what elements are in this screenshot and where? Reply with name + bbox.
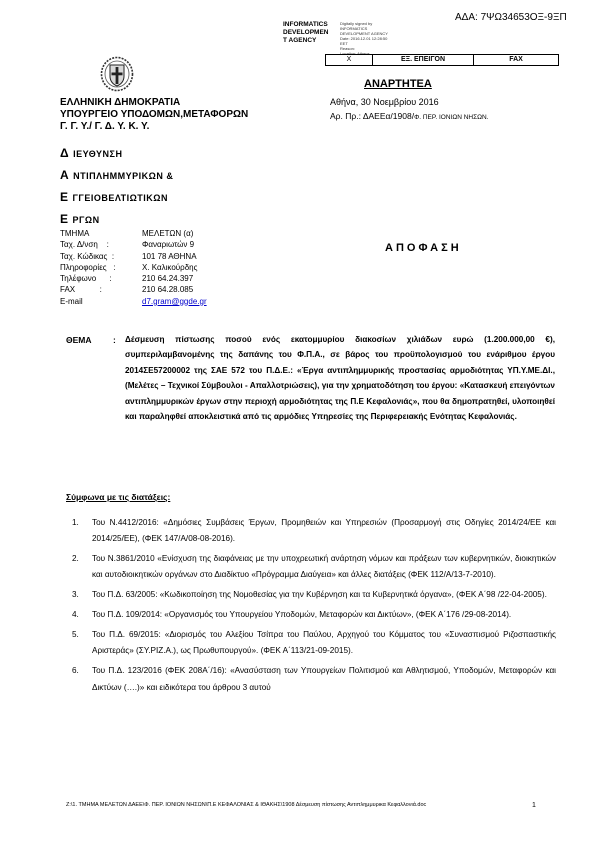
fax-label: FAX <box>509 56 523 63</box>
protocol-number <box>330 111 489 121</box>
directorate-initial: Α <box>60 168 70 182</box>
contact-label: Ταχ. Κώδικας : <box>60 251 115 261</box>
signature-agency <box>283 21 329 45</box>
contact-label: E-mail <box>60 296 83 306</box>
list-item <box>72 607 556 623</box>
subject-text: Δέσμευση πίστωσης ποσού ενός εκατομμυρίου διακοσίων χιλιάδων ευρώ (1.200.000,00 €), συμπεριλαμβανομένης της δαπάνης του Φ.Π.Α., σε βάρος του προϋπολογισμού του ενάριθμου έργου 2014ΣΕ57200002 της ΣΑΕ 572 του Π.Δ.Ε.: «Έργα αντιπλημμυρικής προστασίας αρμοδιότητας ΥΠ.Υ.ΜΕ.ΔΙ., (Μελέτες – Τεχνικοί Σύμβουλοι - Απαλλοτριώσεις), για την χρηματοδότηση του έργου: «Κατασκευή επειγόντων αντιπλημμυρικών έργων στην περιοχή αρμοδιότητας της Π.Ε Κεφαλονιάς», που θα δημοπρατηθεί, υλοποιηθεί και παραληφθεί αποκλειστικά από τις αρμόδιες Υπηρεσίες της Περιφερειακής Ενότητας Κεφαλονιάς. <box>125 335 555 422</box>
list-text: Του Ν.3861/2010 «Ενίσχυση της διαφάνειας με την υποχρεωτική ανάρτηση νόμων και πράξεων των κυβερνητικών, διοικητικών και αυτοδιοικητικών οργάνων στο Διαδίκτυο «Πρόγραμμα Διαύγεια» και άλλες διατάξεις (ΦΕΚ 112/Α/13-7-2010). <box>92 554 556 580</box>
contact-value: Χ. Καλικούρδης <box>142 262 198 272</box>
contact-label: ΤΜΗΜΑ <box>60 229 90 238</box>
footer-file-path: Z:\1. ΤΜΗΜΑ ΜΕΛΕΤΩΝ ΔΑΕΕ\Φ. ΠΕΡ. ΙΟΝΙΩΝ ΝΗΣΩΝ\Π.Ε ΚΕΦΑΛΟΝΙΑΣ & ΙΘΑΚΗΣ\1908 Δέσμευση πίστωσης Αντιπλημμυρικα Κεφαλλονιά.doc <box>66 802 427 808</box>
page-number: 1 <box>532 802 536 809</box>
list-item <box>72 551 556 584</box>
signature-detail: Location: Athens <box>340 51 370 56</box>
list-text: Του Π.Δ. 123/2016 (ΦΕΚ 208Α΄/16): «Ανασύσταση των Υπουργείων Πολιτισμού και Αθλητισμού, Υποδομών, Μεταφορών και Δικτύων (….)» και ειδικότερα του άρθρου 3 αυτού <box>92 666 556 692</box>
email-link[interactable]: d7.gram@ggde.gr <box>142 296 207 306</box>
decision-title: ΑΠΟΦΑΣΗ <box>385 242 462 254</box>
contact-row <box>60 251 207 262</box>
org-line-1: ΕΛΛΗΝΙΚΗ ΔΗΜΟΚΡΑΤΙΑ <box>60 97 181 108</box>
directorate-text: ΓΓΕΙΟΒΕΛΤΙΩΤΙΚΩΝ <box>72 193 169 203</box>
list-item <box>72 515 556 548</box>
directorate-line <box>60 190 168 204</box>
contact-value: 210 64.24.397 <box>142 274 194 284</box>
signature-detail: Reason: <box>340 46 355 51</box>
provisions-list <box>72 515 556 700</box>
signature-detail: DEVELOPMENT AGENCY <box>340 31 388 36</box>
contact-value: 210 64.28.085 <box>142 285 194 295</box>
directorate-initial: Ε <box>60 212 69 226</box>
contact-label: FAX : <box>60 285 102 295</box>
list-number: 6. <box>72 666 79 676</box>
directorate-line <box>60 146 122 160</box>
signature-line: INFORMATICS <box>283 21 328 28</box>
org-line-3: Γ. Γ. Υ./ Γ. Δ. Υ. Κ. Υ. <box>60 121 150 132</box>
subject-colon: : <box>113 335 116 345</box>
contact-value: 101 78 ΑΘΗΝΑ <box>142 251 197 261</box>
directorate-line <box>60 212 100 226</box>
list-text: Του Π.Δ. 69/2015: «Διορισμός του Αλεξίου Τσίπρα του Παύλου, Αρχηγού του Κόμματος του «Συνασπισμού Ριζοσπαστικής Αριστεράς» (ΣΥ.ΡΙΖ.Α.), ως Πρωθυπουργού». (ΦΕΚ Α΄113/21-09-2015). <box>92 630 556 656</box>
directorate-line <box>60 168 173 182</box>
subject-label: ΘΕΜΑ <box>66 335 92 345</box>
contact-row <box>60 262 207 273</box>
signature-line: DEVELOPMEN <box>283 29 329 36</box>
signature-details <box>340 21 388 56</box>
directorate-initial: Δ <box>60 146 70 160</box>
contact-row <box>60 296 207 307</box>
directorate-text: ΙΕΥΘΥΝΣΗ <box>73 149 123 159</box>
urgency-label: ΕΞ. ΕΠΕΙΓΟΝ <box>373 55 474 65</box>
signature-line: T AGENCY <box>283 37 317 44</box>
list-item <box>72 663 556 696</box>
list-number: 3. <box>72 590 79 600</box>
contact-value: Φαναριωτών 9 <box>142 240 195 250</box>
list-text: Του Ν.4412/2016: «Δημόσιες Συμβάσεις Έργων, Προμηθειών και Υπηρεσιών (Προσαρμογή στις Οδηγίες 2014/24/ΕΕ και 2014/25/ΕΕ), (ΦΕΚ 147/Α/08-08-2016). <box>92 518 556 544</box>
contact-value: ΜΕΛΕΤΩΝ (α) <box>142 229 194 238</box>
contact-row <box>60 228 207 239</box>
list-number: 2. <box>72 554 79 564</box>
greek-emblem-icon <box>100 56 134 92</box>
contact-row <box>60 284 207 295</box>
signature-detail: EET <box>340 41 348 46</box>
posted-label: ΑΝΑΡΤΗΤΕΑ <box>364 78 432 90</box>
list-item <box>72 587 556 603</box>
urgency-mark: X <box>326 55 373 65</box>
contact-row <box>60 273 207 284</box>
org-line-2: ΥΠΟΥΡΓΕΙΟ ΥΠΟΔΟΜΩΝ,ΜΕΤΑΦΟΡΩΝ <box>60 109 249 120</box>
list-text: Του Π.Δ. 109/2014: «Οργανισμός του Υπουργείου Υποδομών, Μεταφορών και Δικτύων», (ΦΕΚ Α΄176 /29-08-2014). <box>92 610 512 620</box>
urgency-table <box>325 54 559 66</box>
provisions-heading: Σύμφωνα με τις διατάξεις: <box>66 492 171 502</box>
signature-detail: Date: 2016.12.01 12:28:50 <box>340 36 388 41</box>
directorate-initial: Ε <box>60 190 69 204</box>
signature-detail: INFORMATICS <box>340 26 368 31</box>
contact-label: Πληροφορίες : <box>60 262 116 272</box>
protocol-prefix: Αρ. Πρ.: ΔΑΕΕα/1908/ <box>330 111 415 121</box>
document-date: Αθήνα, 30 Νοεμβρίου 2016 <box>330 97 439 107</box>
protocol-suffix: Φ. ΠΕΡ. ΙΟΝΙΩΝ ΝΗΣΩΝ. <box>414 114 489 121</box>
directorate-text: ΡΓΩΝ <box>72 215 100 225</box>
contact-label: Τηλέφωνο : <box>60 274 112 284</box>
list-number: 4. <box>72 610 79 620</box>
directorate-text: ΝΤΙΠΛΗΜΜΥΡΙΚΩΝ & <box>73 171 174 181</box>
list-number: 1. <box>72 518 79 527</box>
list-item <box>72 627 556 660</box>
contact-row <box>60 239 207 250</box>
list-text: Του Π.Δ. 63/2005: «Κωδικοποίηση της Νομοθεσίας για την Κυβέρνηση και τα Κυβερνητικά όργανα», (ΦΕΚ Α΄98 /22-04-2005). <box>92 590 547 600</box>
signature-detail: Digitally signed by <box>340 21 373 26</box>
list-number: 5. <box>72 630 79 640</box>
organization-header <box>60 97 248 133</box>
ada-code: ΑΔΑ: 7ΨΩ34653ΟΞ-9ΞΠ <box>455 12 567 23</box>
contact-label: Ταχ. Δ/νση : <box>60 240 109 250</box>
contact-block <box>60 228 207 307</box>
